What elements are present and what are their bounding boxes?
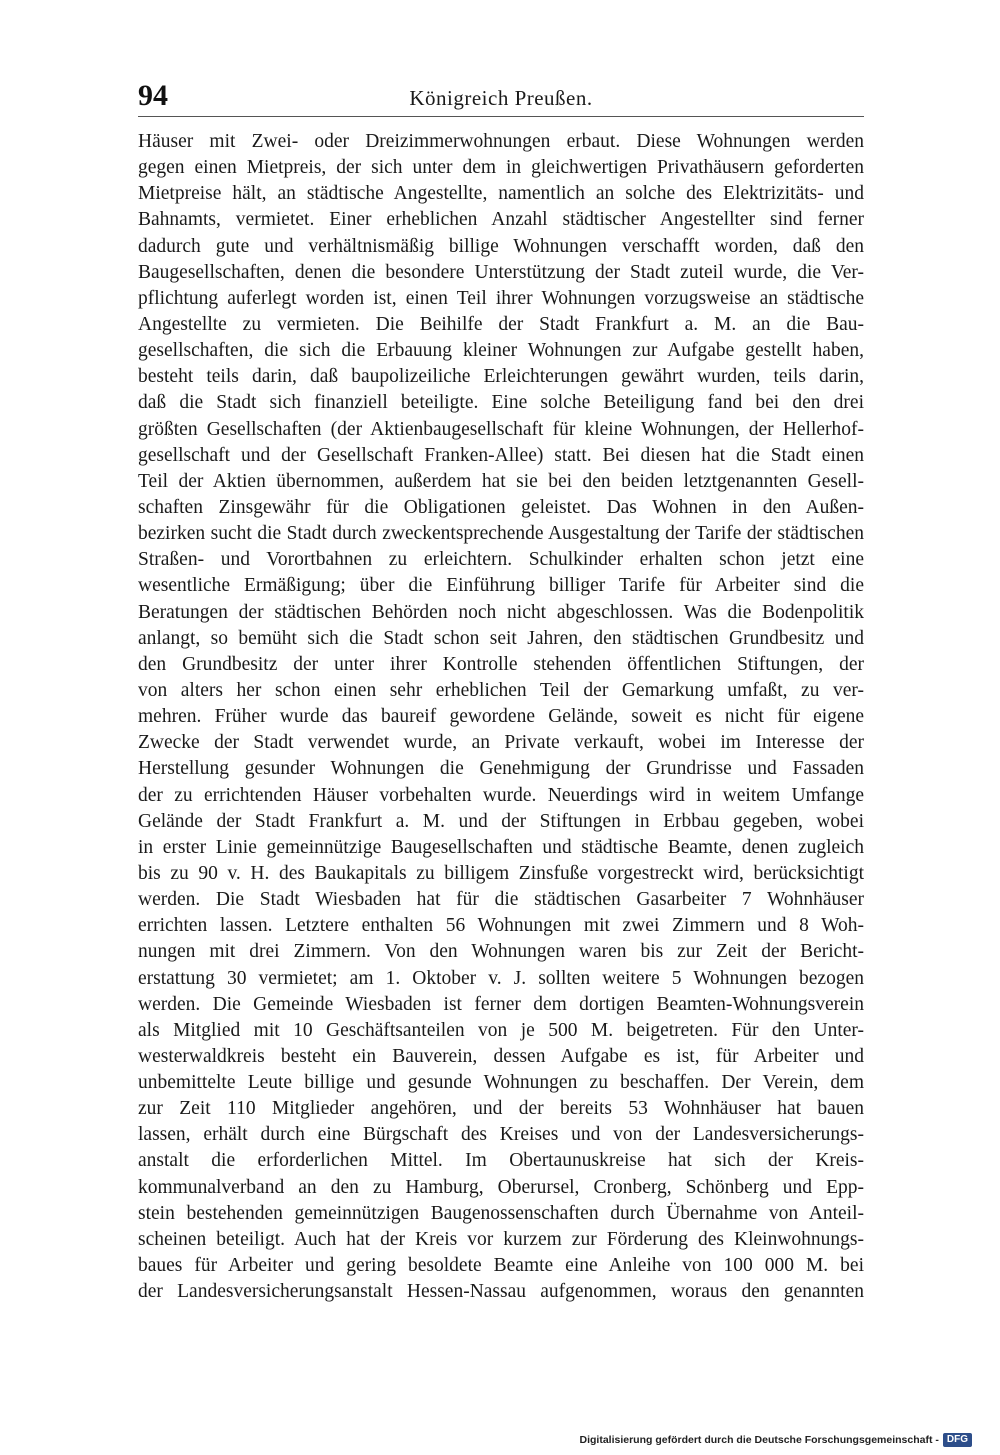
text-line: wesentliche Ermäßigung; über die Einführung billiger Tarife für Arbeiter sind die	[138, 575, 864, 597]
text-line: Angestellte zu vermieten. Die Beihilfe der Stadt Frankfurt a. M. an die Bau-	[138, 313, 864, 335]
text-line: den Grundbesitz der unter ihrer Kontrolle stehenden öffentlichen Stiftungen, der	[138, 653, 864, 675]
text-line: werden. Die Gemeinde Wiesbaden ist ferner dem dortigen Beamten-Wohnungsverein	[138, 993, 864, 1015]
text-line: kommunalverband an den zu Hamburg, Oberursel, Cronberg, Schönberg und Epp-	[138, 1176, 864, 1198]
text-line: anlangt, so bemüht sich die Stadt schon seit Jahren, den städtischen Grundbesitz und	[138, 627, 864, 649]
text-line: in erster Linie gemeinnützige Baugesellschaften und städtische Beamte, denen zugleich	[138, 836, 864, 858]
text-line: Häuser mit Zwei- oder Dreizimmerwohnungen erbaut. Diese Wohnungen werden	[138, 131, 864, 152]
text-line: werden. Die Stadt Wiesbaden hat für die städtischen Gasarbeiter 7 Wohnhäuser	[138, 889, 864, 911]
body-text	[138, 129, 864, 1305]
text-line: Gelände der Stadt Frankfurt a. M. und der Stiftungen in Erbbau gegeben, wobei	[138, 810, 864, 832]
text-line: mehren. Früher wurde das baureif gewordene Gelände, soweit es nicht für eigene	[138, 706, 864, 728]
text-line: besteht teils darin, daß baupolizeiliche Erleichterungen gewährt wurden, teils darin,	[138, 366, 864, 388]
dfg-logo-icon: DFG	[943, 1433, 972, 1447]
text-line: bezirken sucht die Stadt durch zweckentsprechende Ausgestaltung der Tarife der städtischen	[138, 523, 864, 545]
text-line: anstalt die erforderlichen Mittel. Im Obertaunuskreise hat sich der Kreis-	[138, 1150, 864, 1172]
text-line: gesellschaft und der Gesellschaft Franken-Allee) statt. Bei diesen hat die Stadt einen	[138, 444, 864, 466]
text-line: Herstellung gesunder Wohnungen die Genehmigung der Grundrisse und Fassaden	[138, 758, 864, 780]
text-line: lassen, erhält durch eine Bürgschaft des Kreises und von der Landesversicherungs-	[138, 1124, 864, 1146]
text-line: scheinen beteiligt. Auch hat der Kreis vor kurzem zur Förderung des Kleinwohnungs-	[138, 1228, 864, 1250]
text-line: Bahnamts, vermietet. Einer erheblichen Anzahl städtischer Angestellter sind ferner	[138, 209, 864, 231]
text-line: Baugesellschaften, denen die besondere Unterstützung der Stadt zuteil wurde, die Ver-	[138, 261, 864, 283]
text-line: der zu errichtenden Häuser vorbehalten wurde. Neuerdings wird in weitem Umfange	[138, 784, 864, 806]
text-line: größten Gesellschaften (der Aktienbaugesellschaft für kleine Wohnungen, der Hellerhof-	[138, 418, 864, 440]
header-rule	[138, 116, 864, 117]
running-head: Königreich Preußen.	[409, 86, 593, 110]
text-line: bis zu 90 v. H. des Baukapitals zu billigem Zinsfuße vorgestreckt wird, berücksichtigt	[138, 862, 864, 884]
text-line: als Mitglied mit 10 Geschäftsanteilen von je 500 M. beigetreten. Für den Unter-	[138, 1019, 864, 1041]
text-line: errichten lassen. Letztere enthalten 56 Wohnungen mit zwei Zimmern und 8 Woh-	[138, 915, 864, 937]
text-line: Zwecke der Stadt verwendet wurde, an Private verkauft, wobei im Interesse der	[138, 732, 864, 754]
text-line: schaften Zinsgewähr für die Obligationen geleistet. Das Wohnen in den Außen-	[138, 496, 864, 518]
text-line: Straßen- und Vorortbahnen zu erleichtern. Schulkinder erhalten schon jetzt eine	[138, 549, 864, 571]
text-line: stein bestehenden gemeinnützigen Baugenossenschaften durch Übernahme von Anteil-	[138, 1202, 864, 1224]
text-line: daß die Stadt sich finanziell beteiligte. Eine solche Beteiligung fand bei den drei	[138, 392, 864, 414]
text-line: Mietpreise hält, an städtische Angestellte, namentlich an solche des Elektrizitäts- und	[138, 183, 864, 205]
footer-credit: Digitalisierung gefördert durch die Deutsche Forschungsgemeinschaft -	[579, 1434, 939, 1446]
text-line: der Landesversicherungsanstalt Hessen-Nassau aufgenommen, woraus den genannten	[138, 1281, 864, 1303]
text-line: zur Zeit 110 Mitglieder angehören, und der bereits 53 Wohnhäuser hat bauen	[138, 1098, 864, 1120]
text-line: Beratungen der städtischen Behörden noch nicht abgeschlossen. Was die Bodenpolitik	[138, 601, 864, 623]
page-number: 94	[138, 79, 168, 112]
text-line: baues für Arbeiter und gering besoldete Beamte eine Anleihe von 100 000 M. bei	[138, 1255, 864, 1277]
digitization-footer	[580, 1431, 973, 1449]
text-line: erstattung 30 vermietet; am 1. Oktober v. J. sollten weitere 5 Wohnungen bezogen	[138, 967, 864, 989]
text-line: gegen einen Mietpreis, der sich unter dem in gleichwertigen Privathäusern geforderten	[138, 157, 864, 179]
text-line: unbemittelte Leute billige und gesunde Wohnungen zu beschaffen. Der Verein, dem	[138, 1072, 864, 1094]
text-line: dadurch gute und verhältnismäßig billige Wohnungen verschafft worden, daß den	[138, 235, 864, 257]
page-header	[138, 78, 864, 118]
text-line: Teil der Aktien übernommen, außerdem hat sie bei den beiden letztgenannten Gesell-	[138, 470, 864, 492]
text-line: gesellschaften, die sich die Erbauung kleiner Wohnungen zur Aufgabe gestellt haben,	[138, 340, 864, 362]
text-line: westerwaldkreis besteht ein Bauverein, dessen Aufgabe es ist, für Arbeiter und	[138, 1045, 864, 1067]
text-line: nungen mit drei Zimmern. Von den Wohnungen waren bis zur Zeit der Bericht-	[138, 941, 864, 963]
text-line: von alters her schon einen sehr erheblichen Teil der Gemarkung umfaßt, zu ver-	[138, 679, 864, 701]
text-line: pflichtung auferlegt worden ist, einen Teil ihrer Wohnungen vorzugsweise an städtische	[138, 287, 864, 309]
